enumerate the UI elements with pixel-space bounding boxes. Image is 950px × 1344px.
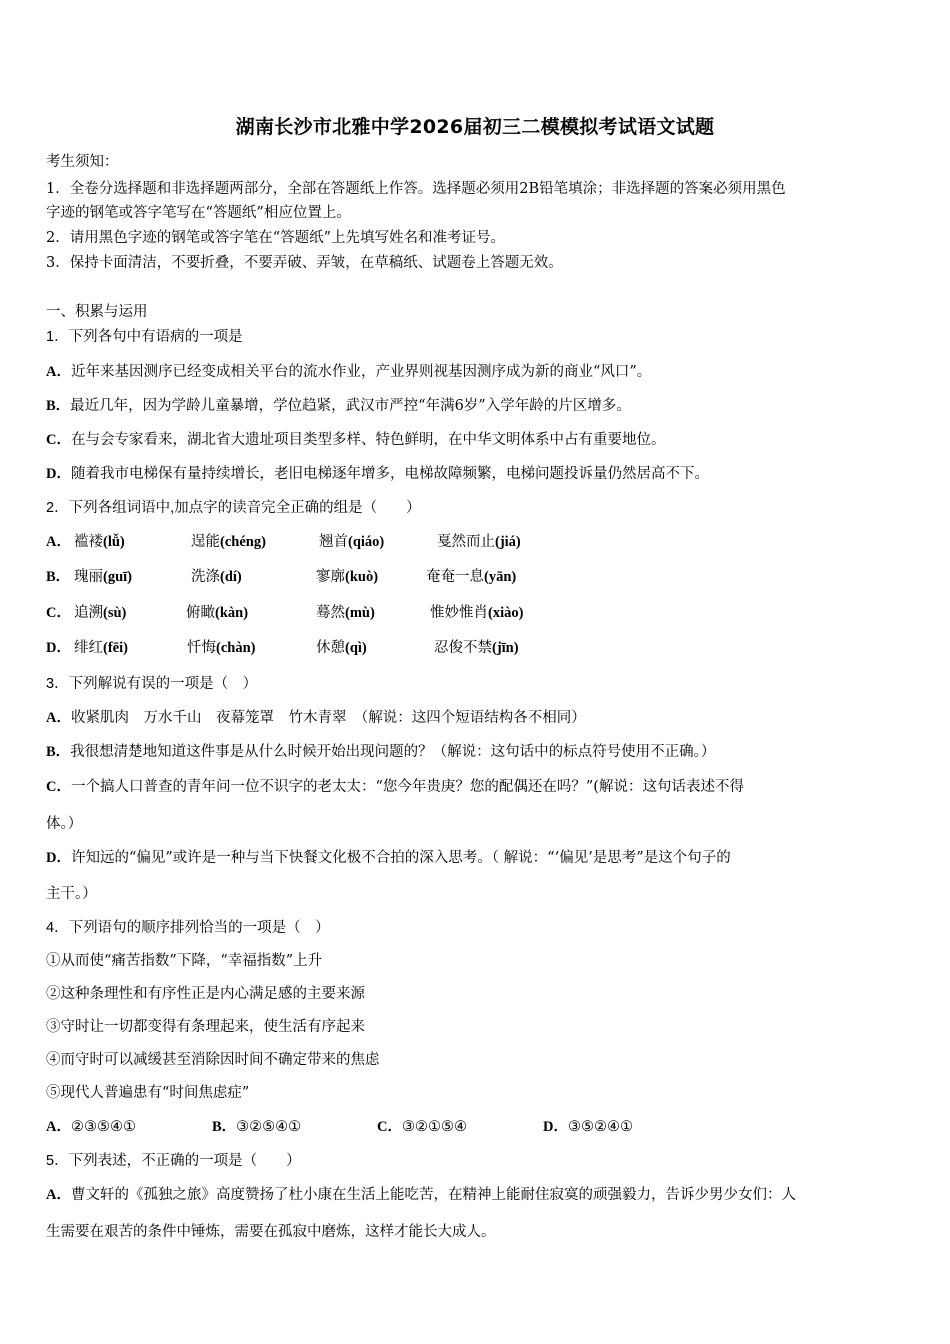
sentence-item: ④而守时可以减缓甚至消除因时间不确定带来的焦虑	[46, 1052, 380, 1068]
question-2-label-c: C．	[46, 605, 71, 621]
question-3-option-d	[46, 848, 731, 868]
option-text: 生需要在艰苦的条件中锤炼，需要在孤寂中磨炼，这样才能长大成人。	[46, 1224, 496, 1240]
pinyin-item	[316, 638, 367, 658]
question-4-option-d	[543, 1117, 633, 1137]
question-4-option-c	[377, 1117, 467, 1137]
section-heading: 一、积累与运用	[46, 304, 148, 320]
pinyin: (jīn)	[492, 640, 519, 656]
pinyin: (yān)	[484, 569, 517, 585]
question-3-option-a	[46, 708, 586, 728]
pinyin-item	[426, 567, 516, 587]
pinyin-item	[319, 532, 384, 552]
pinyin: (xiào)	[488, 605, 524, 621]
question-3-option-d-cont	[46, 884, 97, 904]
question-4-stem: 4．下列语句的顺序排列恰当的一项是（ ）	[46, 920, 330, 936]
option-text: 许知远的“偏见”或许是一种与当下快餐文化极不合拍的深入思考。（ 解说：“‘偏见’是思考”是这个句子的	[70, 850, 731, 866]
pinyin-item	[434, 638, 519, 658]
option-label: C．	[377, 1119, 402, 1135]
word: 绯红	[74, 640, 103, 656]
option-label: A．	[46, 1119, 71, 1135]
question-4-option-b	[212, 1117, 301, 1137]
option-label: A．	[46, 710, 71, 726]
pinyin-item	[74, 567, 132, 587]
option-label: B．	[46, 744, 71, 760]
pinyin: (chàn)	[216, 640, 256, 656]
word: 蓦然	[316, 605, 345, 621]
option-text: 一个搞人口普查的青年问一位不识字的老太太：“您今年贵庚？您的配偶还在吗？”(解说：这句话表述不得	[70, 779, 744, 795]
word: 戛然而止	[437, 534, 495, 550]
question-1-option-c	[46, 430, 665, 450]
pinyin-item	[430, 603, 523, 623]
notice-item: 3．保持卡面清洁，不要折叠，不要弄破、弄皱，在草稿纸、试题卷上答题无效。	[46, 255, 563, 271]
pinyin: (chéng)	[220, 534, 266, 550]
question-5-stem: 5．下列表述，不正确的一项是（ ）	[46, 1153, 301, 1169]
word: 忏悔	[187, 640, 216, 656]
pinyin: (guī)	[103, 569, 132, 585]
word: 奄奄一息	[426, 569, 484, 585]
word: 褴褛	[74, 534, 103, 550]
option-label: D．	[46, 850, 71, 866]
option-text: 随着我市电梯保有量持续增长，老旧电梯逐年增多，电梯故障频繁，电梯问题投诉量仍然居高不下。	[70, 466, 709, 482]
notice-item: 2．请用黑色字迹的钢笔或答字笔在“答题纸”上先填写姓名和准考证号。	[46, 230, 506, 246]
pinyin-item	[437, 532, 521, 552]
pinyin-item	[316, 567, 378, 587]
option-text: 收紧肌肉 万水千山 夜幕笼罩 竹木青翠 （解说：这四个短语结构各不相同）	[70, 710, 586, 726]
question-1-option-d	[46, 464, 709, 484]
option-text: 近年来基因测序已经变成相关平台的流水作业，产业界则视基因测序成为新的商业“风口”。	[70, 364, 652, 380]
question-1-option-a	[46, 362, 651, 382]
pinyin: (jiá)	[495, 534, 521, 550]
option-text: 在与会专家看来，湖北省大遗址项目类型多样、特色鲜明，在中华文明体系中占有重要地位。	[70, 432, 666, 448]
question-4-option-a	[46, 1117, 136, 1137]
pinyin-item	[316, 603, 375, 623]
pinyin: (dí)	[220, 569, 242, 585]
pinyin-item	[74, 532, 125, 552]
word: 洗涤	[191, 569, 220, 585]
option-label: A．	[46, 1187, 71, 1203]
question-2-label-d: D．	[46, 640, 71, 656]
notice-item: 1．全卷分选择题和非选择题两部分，全部在答题纸上作答。选择题必须用2B铅笔填涂；非选择题的答案必须用黑色	[46, 181, 786, 197]
option-label: D．	[543, 1119, 568, 1135]
word: 翘首	[319, 534, 348, 550]
option-label: D．	[46, 466, 71, 482]
option-label: A．	[46, 364, 71, 380]
option-text: 最近几年，因为学龄儿童暴增，学位趋紧，武汉市严控“年满6岁”入学年龄的片区增多。	[70, 398, 631, 414]
word: 忍俊不禁	[434, 640, 492, 656]
option-label: C．	[46, 432, 71, 448]
word: 逞能	[191, 534, 220, 550]
sentence-item: ③守时让一切都变得有条理起来，使生活有序起来	[46, 1019, 365, 1035]
pinyin: (qì)	[345, 640, 367, 656]
word: 瑰丽	[74, 569, 103, 585]
option-text: 主干。）	[46, 886, 97, 902]
option-text: ③②①⑤④	[401, 1119, 467, 1135]
sentence-item: ⑤现代人普遍患有“时间焦虑症”	[46, 1085, 250, 1101]
pinyin-item	[74, 603, 126, 623]
option-label: B．	[212, 1119, 237, 1135]
pinyin: (kuò)	[345, 569, 379, 585]
pinyin: (qiáo)	[348, 534, 385, 550]
question-1-option-b	[46, 396, 631, 416]
option-text: 体。）	[46, 816, 83, 832]
pinyin-item	[191, 532, 266, 552]
option-label: B．	[46, 398, 71, 414]
pinyin: (kàn)	[215, 605, 249, 621]
option-text: 曹文轩的《孤独之旅》高度赞扬了杜小康在生活上能吃苦，在精神上能耐住寂寞的顽强毅力，告诉少男少女们：人	[70, 1187, 796, 1203]
pinyin-item	[187, 638, 255, 658]
pinyin: (sù)	[103, 605, 127, 621]
word: 俯瞰	[186, 605, 215, 621]
pinyin: (fēi)	[103, 640, 128, 656]
pinyin-item	[191, 567, 242, 587]
option-label: C．	[46, 779, 71, 795]
option-text: ③⑤②④①	[567, 1119, 633, 1135]
sentence-item: ①从而使“痛苦指数”下降，“幸福指数”上升	[46, 953, 323, 969]
notice-item: 字迹的钢笔或答字笔写在“答题纸”相应位置上。	[46, 205, 351, 221]
sentence-item: ②这种条理性和有序性正是内心满足感的主要来源	[46, 986, 365, 1002]
option-text: ②③⑤④①	[70, 1119, 136, 1135]
page-title: 湖南长沙市北雅中学2026届初三二模模拟考试语文试题	[235, 116, 715, 138]
word: 追溯	[74, 605, 103, 621]
question-3-option-c-cont	[46, 814, 82, 834]
question-5-option-a-cont	[46, 1222, 496, 1242]
question-3-option-b	[46, 742, 715, 762]
pinyin: (lǚ)	[103, 534, 125, 550]
word: 寥廓	[316, 569, 345, 585]
pinyin-item	[74, 638, 128, 658]
question-5-option-a	[46, 1185, 796, 1205]
question-2-label-b: B．	[46, 569, 71, 585]
notice-heading: 考生须知：	[46, 154, 119, 170]
word: 惟妙惟肖	[430, 605, 488, 621]
option-text: 我很想清楚地知道这件事是从什么时候开始出现问题的？（解说：这句话中的标点符号使用不正确。）	[70, 744, 716, 760]
pinyin: (mù)	[345, 605, 375, 621]
question-2-stem: 2．下列各组词语中,加点字的读音完全正确的组是（ ）	[46, 500, 421, 516]
word: 休憩	[316, 640, 345, 656]
question-3-stem: 3．下列解说有误的一项是（ ）	[46, 676, 258, 692]
question-1-stem: 1．下列各句中有语病的一项是	[46, 329, 243, 345]
pinyin-item	[186, 603, 248, 623]
question-2-label-a: A．	[46, 534, 71, 550]
option-text: ③②⑤④①	[236, 1119, 302, 1135]
question-3-option-c	[46, 777, 744, 797]
